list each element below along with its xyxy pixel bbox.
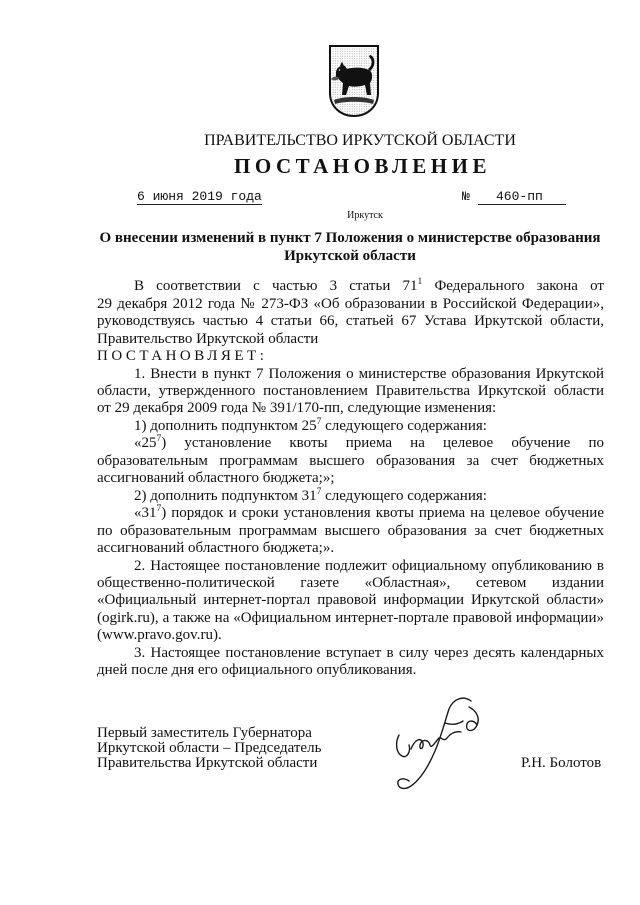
coat-of-arms-icon <box>327 43 381 119</box>
document-title <box>95 229 605 265</box>
clause-1-item-2-text <box>97 505 604 557</box>
item-text-line <box>97 505 604 522</box>
signatory-position-line: Правительства Иркутской области <box>97 754 318 771</box>
clause-2-line: 2. Настоящее постановление подлежит официальному опубликованию в <box>134 557 604 574</box>
line-text: «31 <box>134 505 157 522</box>
clause-3-line: дней после дня его официального опубликования. <box>97 662 417 679</box>
line-text: 2) дополнить подпунктом 31 <box>134 487 317 504</box>
clause-1-line: от 29 декабря 2009 года № 391/170-пп, следующие изменения: <box>97 400 497 417</box>
line-text: В соответствии с частью 3 статьи 71 <box>134 278 418 295</box>
line-text: следующего содержания: <box>321 417 487 434</box>
line-text: Федерального закона от <box>422 278 604 295</box>
line-text: «25 <box>134 435 157 452</box>
document-type: ПОСТАНОВЛЕНИЕ <box>234 154 491 178</box>
item-text-line: образовательным программам высшего образования за счет бюджетных <box>97 452 604 469</box>
item-text-line: ассигнований областного бюджета;»; <box>97 470 335 487</box>
decree-body <box>97 278 604 679</box>
clause-3-paragraph <box>97 645 604 680</box>
clause-1-line: 1. Внести в пункт 7 Положения о министерстве образования Иркутской <box>134 365 604 382</box>
superscript-index: 7 <box>316 486 322 497</box>
preamble-line: Правительство Иркутской области <box>97 330 319 347</box>
superscript-index: 7 <box>316 416 322 427</box>
document-date: 6 июня 2019 года <box>137 189 262 204</box>
preamble-paragraph <box>97 278 604 348</box>
document-number: 460-пп <box>478 189 566 205</box>
signatory-position-line: Иркутской области – Председатель <box>97 739 322 756</box>
clause-2-line: (www.pravo.gov.ru). <box>97 627 222 644</box>
line-text: ) установление квоты приема на целевое обучение по <box>161 435 604 452</box>
line-text: 1) дополнить подпунктом 25 <box>134 417 317 434</box>
item-text-line: ассигнований областного бюджета;». <box>97 540 335 557</box>
handwritten-signature <box>385 693 485 793</box>
place-of-issue: Иркутск <box>347 210 383 221</box>
title-line: О внесении изменений в пункт 7 Положения о министерстве образования <box>99 230 601 246</box>
clause-1-item-1-intro <box>97 418 604 435</box>
clause-1-paragraph <box>97 366 604 418</box>
preamble-line <box>97 278 604 295</box>
title-line: Иркутской области <box>284 248 416 264</box>
preamble-line: 29 декабря 2012 года № 273-ФЗ «Об образовании в Российской Федерации», <box>97 295 604 312</box>
signatory-position <box>97 726 321 771</box>
item-text-line <box>97 435 604 452</box>
preamble-line: руководствуясь частью 4 статьи 66, статьей 67 Устава Иркутской области, <box>97 313 604 330</box>
clause-1-item-1-text <box>97 435 604 487</box>
clause-2-line: (ogirk.ru), а также на «Официальном интернет-портале правовой информации» <box>97 609 604 626</box>
superscript-index: 7 <box>156 434 162 445</box>
clause-1-line: области, утвержденного постановлением Правительства Иркутской области <box>97 383 604 400</box>
signatory-position-line: Первый заместитель Губернатора <box>97 724 312 741</box>
superscript-index: 1 <box>417 277 423 288</box>
superscript-index: 7 <box>156 504 162 515</box>
clause-2-line: общественно-политической газете «Областная», сетевом издании <box>97 575 604 591</box>
clause-2-paragraph <box>97 558 604 645</box>
line-text: ) порядок и сроки установления квоты приема на целевое обучение <box>161 505 604 522</box>
item-text-line: по образовательным программам высшего образования за счет бюджетных <box>97 522 604 539</box>
number-sign: № <box>462 189 470 204</box>
issuing-authority: ПРАВИТЕЛЬСТВО ИРКУТСКОЙ ОБЛАСТИ <box>204 132 516 149</box>
clause-2-line: «Официальный интернет-портал правовой информации Иркутской области» <box>97 592 604 609</box>
clause-3-line: 3. Настоящее постановление вступает в силу через десять календарных <box>134 644 604 661</box>
clause-1-item-2-intro <box>97 488 604 505</box>
operative-word: ПОСТАНОВЛЯЕТ: <box>97 348 268 365</box>
signatory-name: Р.Н. Болотов <box>521 754 602 771</box>
line-text: следующего содержания: <box>321 487 487 504</box>
